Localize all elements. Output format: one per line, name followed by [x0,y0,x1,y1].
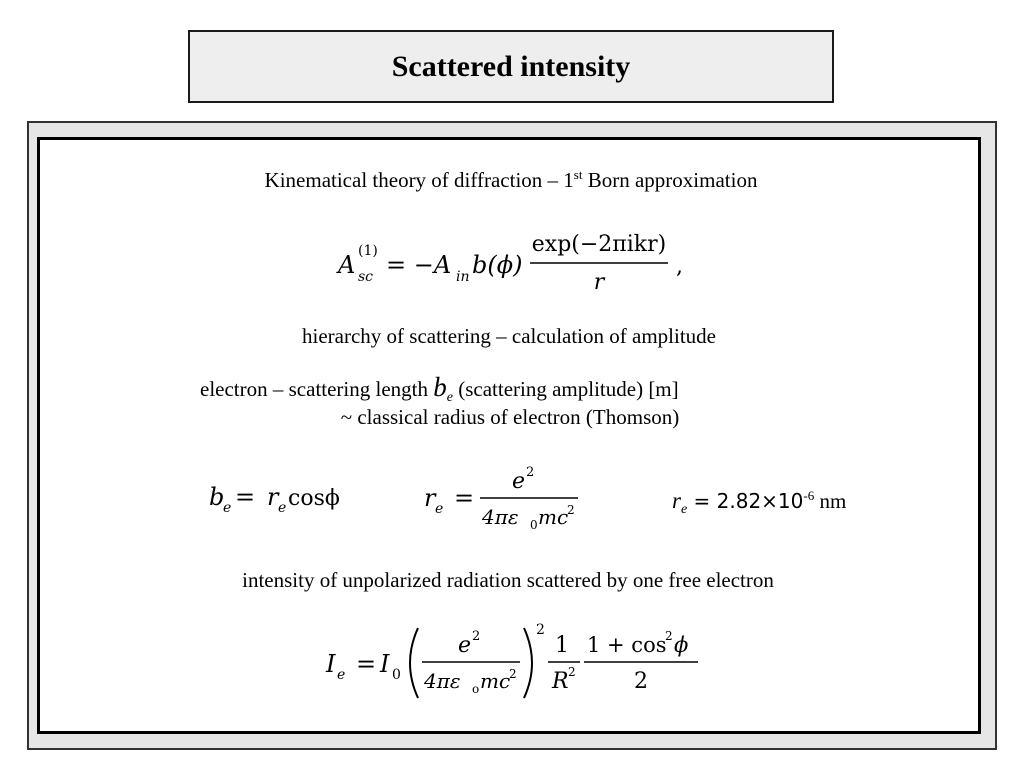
re-equation [420,460,590,532]
re-den-sup: 2 [567,503,575,517]
heading-superscript: st [573,167,583,182]
int-eq: = [356,650,377,678]
re-den-sub: 0 [530,518,538,532]
born-approximation-heading [265,168,758,193]
scattering-length-symbol: b [433,372,447,402]
int-i0: I [380,650,390,678]
amplitude-equation [330,225,700,297]
int-frac3-den: 2 [634,669,648,694]
be-eq: = [235,483,256,511]
re-value-subscript: e [680,502,688,518]
amp-rhs-sub: in [456,269,470,285]
int-frac1-den-pre: 4πε [424,669,461,693]
unpolarized-intensity-text: intensity of unpolarized radiation scattered by one free electron [242,568,774,592]
re-value-number: = 2.82×10 [687,489,804,513]
heading-text: Kinematical theory of diffraction – 1 [264,168,574,192]
int-frac2-num: 1 [555,633,569,658]
re-lhs: r [424,484,436,512]
int-frac1-den-sup: 2 [509,667,517,681]
be-lhs: b [209,483,225,511]
re-eq: = [454,484,475,512]
be-r: r [267,483,279,511]
amp-lhs: A [338,251,356,279]
re-numerator: e [512,469,526,494]
electron-radius-value [672,488,846,518]
re-value-unit: nm [814,489,847,513]
int-power: 2 [536,622,545,638]
int-frac2-den: R [552,669,569,694]
re-den-pre: 4πε [482,505,519,529]
amp-denominator: r [593,270,605,295]
amp-rhs-pre: = −A [386,251,452,279]
amp-lhs-sub: sc [358,269,374,285]
be-lhs-sub: e [223,500,232,516]
amp-lhs-sup: (1) [358,243,378,259]
thomson-text: ~ classical radius of electron (Thomson) [340,405,680,429]
re-value-exponent: -6 [803,488,815,503]
be-post: cosϕ [288,486,340,511]
slide-title: Scattered intensity [391,49,631,83]
int-frac1-num: e [458,633,472,658]
scattering-length-tail: (scattering amplitude) [m] [452,377,679,401]
scattering-length-subscript: e [446,390,453,406]
close-paren [524,628,532,698]
scattering-length-text: electron – scattering length [200,377,434,401]
scattering-length-line [200,372,679,406]
amp-numerator: exp(−2πikr) [531,232,667,257]
re-lhs-sub: e [435,501,444,517]
int-lhs-sub: e [337,667,346,683]
int-frac1-den-post: mc [480,669,511,693]
amp-rhs-post: b(ϕ) [472,251,523,279]
open-paren [410,628,418,698]
re-den-post: mc [538,505,569,529]
int-frac1-num-sup: 2 [472,629,481,644]
int-i0-sub: 0 [392,667,401,683]
int-lhs: I [326,650,336,678]
intensity-equation [322,618,707,706]
int-frac2-den-sup: 2 [568,665,576,679]
int-frac3-num-pre: 1 + cos [587,633,667,657]
amp-tail: , [676,254,683,279]
int-frac3-num-post: ϕ [674,633,689,657]
re-num-sup: 2 [526,465,535,480]
hierarchy-text: hierarchy of scattering – calculation of amplitude [301,324,717,348]
be-r-sub: e [278,500,287,516]
int-frac3-num-sup: 2 [665,629,673,643]
int-frac1-den-sub: o [472,682,480,696]
be-equation [205,478,355,518]
heading-text-tail: Born approximation [582,168,758,192]
re-value-symbol: r [672,488,681,513]
title-box [188,30,834,103]
